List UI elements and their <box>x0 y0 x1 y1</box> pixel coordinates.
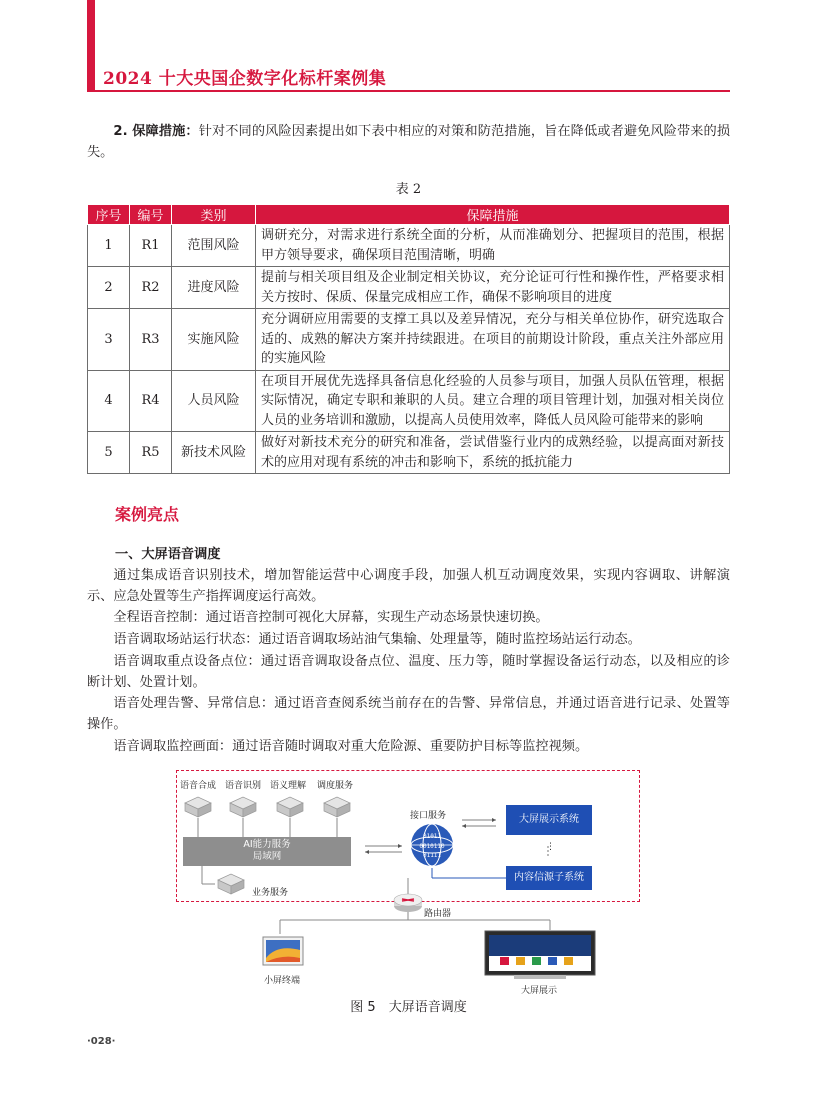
cell-no: 4 <box>88 370 130 432</box>
page-number: ·028· <box>87 1036 116 1047</box>
cell-category: 实施风险 <box>172 309 256 371</box>
table-row <box>88 267 730 309</box>
label-speech-recognition: 语音识别 <box>225 781 262 791</box>
table-caption: 表 2 <box>395 182 422 197</box>
label-speech-synthesis: 语音合成 <box>180 781 217 791</box>
section-title: 案例亮点 <box>115 505 180 524</box>
body-paragraph: 语音调取重点设备点位：通过语音调取设备点位、温度、压力等，随时掌握设备运行动态，以及相应的诊断计划、处置计划。 <box>87 654 730 690</box>
business-service-label: 业务服务 <box>252 888 289 898</box>
header-measure: 保障措施 <box>256 205 730 225</box>
table-row <box>88 225 730 267</box>
header-category: 类别 <box>172 205 256 225</box>
intro-text: 针对不同的风险因素提出如下表中相应的对策和防范措施，旨在降低或者避免风险带来的损失。 <box>87 124 731 160</box>
content-source-subsystem: 内容信源子系统 <box>506 866 592 890</box>
subsection-title: 一、大屏语音调度 <box>115 547 221 562</box>
cell-no: 3 <box>88 309 130 371</box>
business-server-icon <box>216 873 246 895</box>
table-row <box>88 432 730 474</box>
cell-measure: 提前与相关项目组及企业制定相关协议，充分论证可行性和操作性，严格要求相关方按时、保质、保量完成相应工作，确保不影响项目的进度 <box>256 267 730 309</box>
big-display-label: 大屏展示 <box>521 986 558 996</box>
voice-dispatch-diagram <box>170 770 646 995</box>
table-header-row <box>88 205 730 225</box>
cell-category: 人员风险 <box>172 370 256 432</box>
router-label: 路由器 <box>424 909 452 919</box>
small-terminal-label: 小屏终端 <box>264 976 301 986</box>
page-header-title: 2024 十大央国企数字化标杆案例集 <box>103 69 387 89</box>
small-screen-terminal-icon <box>262 936 304 966</box>
intro-lead: 2. 保障措施： <box>113 124 199 139</box>
cell-measure: 调研充分，对需求进行系统全面的分析，从而准确划分、把握项目的范围，根据甲方领导要求，确保项目范围清晰，明确 <box>256 225 730 267</box>
cell-measure: 充分调研应用需要的支撑工具以及差异情况，充分与相关单位协作，研究选取合适的、成熟的解决方案并持续跟进。在项目的前期设计阶段，重点关注外部应用的实施风险 <box>256 309 730 371</box>
big-screen-display-icon <box>484 930 596 980</box>
table-row <box>88 370 730 432</box>
header-code: 编号 <box>130 205 172 225</box>
ai-service-label: AI能力服务 <box>243 839 291 850</box>
lan-label: 局域网 <box>252 851 282 862</box>
globe-bits-line3: 01111 <box>422 852 442 859</box>
globe-icon <box>406 822 458 868</box>
cell-code: R2 <box>130 267 172 309</box>
body-paragraph: 通过集成语音识别技术，增加智能运营中心调度手段，加强人机互动调度效果，实现内容调取、讲解演示、应急处置等生产指挥调度运行高效。 <box>87 568 730 604</box>
cell-category: 范围风险 <box>172 225 256 267</box>
cell-code: R5 <box>130 432 172 474</box>
globe-bits-line2: 0010110 <box>419 843 445 850</box>
body-paragraph: 语音调取场站运行状态：通过语音调取场站油气集输、处理量等，随时监控场站运行动态。 <box>113 632 641 647</box>
header-no: 序号 <box>88 205 130 225</box>
cell-code: R4 <box>130 370 172 432</box>
table-row <box>88 309 730 371</box>
cell-no: 2 <box>88 267 130 309</box>
cell-category: 新技术风险 <box>172 432 256 474</box>
cell-measure: 在项目开展优先选择具备信息化经验的人员参与项目，加强人员队伍管理，根据实际情况，确定专职和兼职的人员。建立合理的项目管理计划，加强对相关岗位人员的业务培训和激励，以提高人员使用效率，降低人员风险可能带来的影响 <box>256 370 730 432</box>
risk-measures-table <box>87 204 730 474</box>
ai-capability-lan-bar <box>183 837 351 866</box>
cell-no: 5 <box>88 432 130 474</box>
header-accent-bar <box>87 0 95 90</box>
figure-caption: 图 5 大屏语音调度 <box>350 1000 467 1015</box>
cell-code: R3 <box>130 309 172 371</box>
header-rule <box>87 90 730 92</box>
body-paragraph: 语音调取监控画面：通过语音随时调取对重大危险源、重要防护目标等监控视频。 <box>113 739 589 754</box>
label-semantic-understanding: 语义理解 <box>270 781 307 791</box>
body-paragraph: 全程语音控制：通过语音控制可视化大屏幕，实现生产动态场景快速切换。 <box>113 610 549 625</box>
body-paragraph: 语音处理告警、异常信息：通过语音查阅系统当前存在的告警、异常信息，并通过语音进行记录、处置等操作。 <box>87 696 730 732</box>
cell-category: 进度风险 <box>172 267 256 309</box>
interface-service-label: 接口服务 <box>410 811 447 821</box>
globe-bits-line1: 01011 <box>422 833 442 840</box>
intro-paragraph <box>87 121 730 163</box>
big-screen-display-system: 大屏展示系统 <box>506 805 592 835</box>
label-dispatch-service: 调度服务 <box>317 781 354 791</box>
cell-code: R1 <box>130 225 172 267</box>
router-icon <box>392 892 424 914</box>
cell-measure: 做好对新技术充分的研究和准备，尝试借鉴行业内的成熟经验，以提高面对新技术的应用对现有系统的冲击和影响下，系统的抵抗能力 <box>256 432 730 474</box>
cell-no: 1 <box>88 225 130 267</box>
ellipsis-indicator: ⋮ <box>546 842 555 852</box>
